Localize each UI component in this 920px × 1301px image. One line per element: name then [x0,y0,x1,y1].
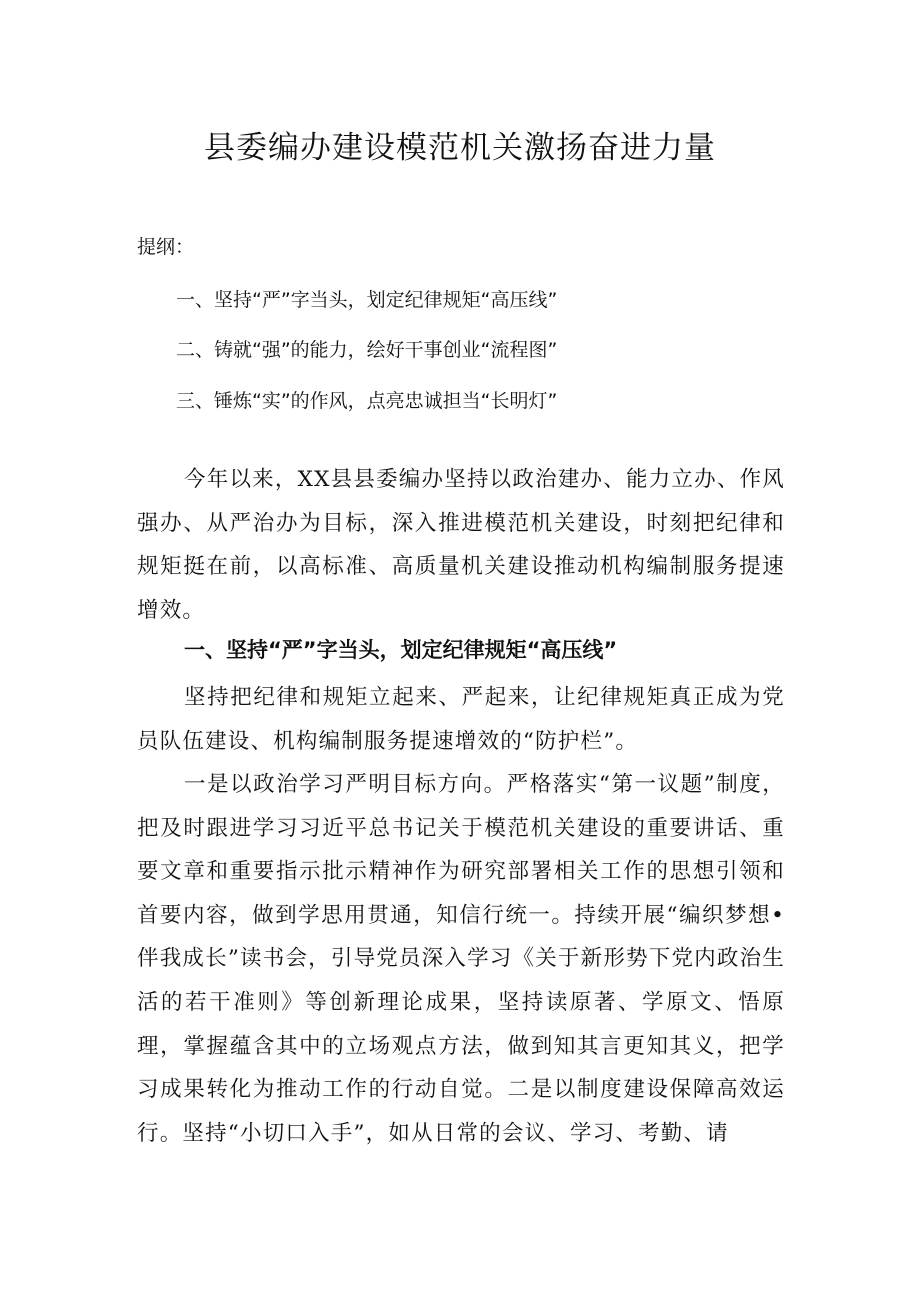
section1-paragraph-1: 坚持把纪律和规矩立起来、严起来，让纪律规矩真正成为党员队伍建设、机构编制服务提速增效的“防护栏”。 [137,685,785,754]
section-heading-1: 一、坚持“严”字当头，划定纪律规矩“高压线” [184,638,618,662]
outline-item-2: 二、铸就“强”的能力，绘好干事创业“流程图” [176,339,558,361]
section1-paragraph-2: 一是以政治学习严明目标方向。严格落实“第一议题”制度，把及时跟进学习习近平总书记关于模范机关建设的重要讲话、重要文章和重要指示批示精神作为研究部署相关工作的思想引领和首要内容，做到学思用贯通，知信行统一。持续开展“编织梦想•伴我成长”读书会，引导党员深入学习《关于新形势下党内政治生活的若干准则》等创新理论成果，坚持读原著、学原文、悟原理，掌握蕴含其中的立场观点方法，做到知其言更知其义，把学习成果转化为推动工作的行动自觉。二是以制度建设保障高效运行。坚持“小切口入手”，如从日常的会议、学习、考勤、请 [137,772,785,1146]
outline-label: 提纲： [137,236,195,258]
document-title: 县委编办建设模范机关激扬奋进力量 [204,130,716,166]
intro-paragraph: 今年以来，XX县县委编办坚持以政治建办、能力立办、作风强办、从严治办为目标，深入推进模范机关建设，时刻把纪律和规矩挺在前，以高标准、高质量机关建设推动机构编制服务提速增效。 [137,467,785,623]
outline-item-1: 一、坚持“严”字当头，划定纪律规矩“高压线” [176,289,558,311]
outline-item-3: 三、锤炼“实”的作风，点亮忠诚担当“长明灯” [176,390,558,412]
